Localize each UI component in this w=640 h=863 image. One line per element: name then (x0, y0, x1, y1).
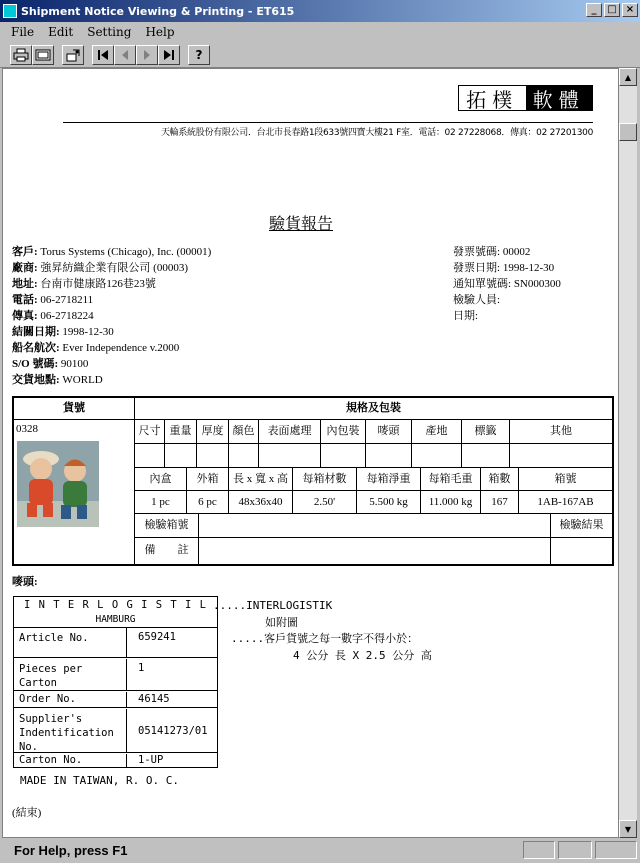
menu-file[interactable]: File (11, 25, 35, 39)
scroll-up-button[interactable] (619, 68, 637, 86)
spec-color: 顏色 (229, 420, 259, 443)
preview-button[interactable] (32, 45, 54, 65)
pack-volume: 每箱材數 (293, 468, 357, 490)
info-fax: 傳真: 06-2718224 (12, 310, 94, 322)
help-icon: ? (195, 47, 203, 62)
pack-gross-weight-value: 11.000 kg (421, 491, 481, 513)
next-page-button[interactable] (136, 45, 158, 65)
pack-net-weight-value: 5.500 kg (357, 491, 421, 513)
info-notice-no: 通知單號碼: SN000300 (453, 278, 561, 290)
info-inspector: 檢驗人員: (453, 294, 501, 306)
help-button[interactable] (188, 45, 210, 65)
pack-outer-box: 外箱 (187, 468, 229, 490)
item-number: 0328 (16, 423, 38, 435)
status-panel-1 (523, 841, 555, 859)
document-view[interactable] (2, 68, 619, 838)
remarks-row (135, 538, 612, 564)
status-text: For Help, press F1 (14, 843, 128, 858)
spec-other: 其他 (550, 425, 572, 437)
inspect-box-no-label: 檢驗箱號 (135, 514, 199, 537)
spec-inner-pack: 內包裝 (321, 420, 366, 443)
card-row-article: Article No. 659241 (14, 628, 217, 658)
scroll-up-icon: ▲ (624, 72, 632, 82)
title-bar (0, 0, 640, 22)
status-panel-2 (558, 841, 592, 859)
menu-edit[interactable]: Edit (48, 25, 74, 39)
window-title: Shipment Notice Viewing & Printing - ET615 (21, 4, 295, 18)
inspect-result-label: 檢驗結果 (559, 519, 604, 531)
brand-logo (458, 85, 593, 111)
pack-gross-weight: 每箱毛重 (421, 468, 481, 490)
brand-text-1: 拓樸 (459, 86, 526, 110)
menu-help[interactable]: Help (145, 25, 175, 39)
note-line-1: .....INTERLOGISTIK (213, 599, 333, 612)
last-page-icon (163, 49, 175, 61)
prev-page-icon (119, 49, 131, 61)
prev-page-button[interactable] (114, 45, 136, 65)
spec-label: 標籤 (462, 420, 510, 443)
status-bar (0, 838, 640, 863)
spec-weight: 重量 (165, 420, 197, 443)
info-so-number: S/O 號碼: 90100 (12, 358, 89, 370)
card-city: HAMBURG (95, 614, 136, 625)
info-phone: 電話: 06-2718211 (12, 294, 94, 306)
spec-origin: 產地 (412, 420, 462, 443)
minimize-button[interactable]: _ (586, 3, 602, 17)
card-row-order: Order No. 46145 (14, 692, 217, 708)
item-cell (14, 420, 135, 564)
info-delivery: 交貨地點: WORLD (12, 374, 103, 386)
info-invoice-date: 發票日期: 1998-12-30 (453, 262, 555, 274)
spec-surface: 表面處理 (259, 420, 321, 443)
marks-label: 嘜頭: (12, 576, 38, 588)
company-address-line: 天輪系統股份有限公司．台北市長春路1段633號四寶大樓21 F室．電話：02 27228068．傳真：02 27201300 (160, 128, 593, 138)
brand-text-2: 軟體 (526, 86, 593, 110)
print-button[interactable] (10, 45, 32, 65)
report-title: 驗貨報告 (268, 214, 333, 233)
pack-header-row (135, 468, 612, 491)
scroll-down-button[interactable] (619, 820, 637, 838)
pack-net-weight: 每箱淨重 (357, 468, 421, 490)
pack-inner-box-value: 1 pc (135, 491, 187, 513)
spec-size: 尺寸 (135, 420, 165, 443)
next-page-icon (141, 49, 153, 61)
pack-outer-box-value: 6 pc (187, 491, 229, 513)
pack-value-row (135, 491, 612, 514)
toolbar (0, 42, 640, 68)
pack-carton-no-value: 1AB-167AB (537, 496, 594, 508)
doll-photo (17, 441, 99, 527)
note-line-3: .....客戶貨號之每一數字不得小於： (231, 632, 419, 645)
card-row-carton: Carton No. 1-UP (19, 754, 164, 766)
info-invoice-no: 發票號碼: 00002 (453, 246, 531, 258)
scroll-thumb[interactable] (619, 123, 637, 141)
spec-header-row (135, 420, 612, 444)
info-closing-date: 結關日期: 1998-12-30 (12, 326, 114, 338)
spec-table (12, 396, 614, 566)
close-button[interactable]: × (622, 3, 638, 17)
info-vessel: 船名航次: Ever Independence v.2000 (12, 342, 180, 354)
status-panel-3 (595, 841, 637, 859)
pack-carton-no: 箱號 (554, 473, 577, 485)
pack-inner-box: 內盒 (135, 468, 187, 490)
setup-icon (65, 48, 81, 62)
card-row-supplier: Supplier's Indentification No. 05141273/01 (14, 709, 217, 753)
maximize-button[interactable]: □ (604, 3, 620, 17)
card-row-pieces: Pieces per Carton 1 (14, 659, 217, 691)
vertical-scrollbar[interactable] (619, 68, 637, 838)
end-marker: (結束) (12, 807, 42, 819)
info-customer: 客戶: Torus Systems (Chicago), Inc. (00001) (12, 246, 212, 258)
last-page-button[interactable] (158, 45, 180, 65)
shipping-mark-card (13, 596, 218, 768)
preview-icon (35, 48, 51, 62)
card-brand: I N T E R L O G I S T I L (23, 599, 208, 611)
first-page-button[interactable] (92, 45, 114, 65)
note-line-4: 4 公分 長 X 2.5 公分 高 (293, 649, 432, 662)
scroll-down-icon: ▼ (624, 824, 632, 834)
header-rule (63, 122, 593, 123)
first-page-icon (97, 49, 109, 61)
pack-carton-count-value: 167 (481, 491, 519, 513)
col-header-spec: 規格及包裝 (135, 398, 612, 420)
setup-button[interactable] (62, 45, 84, 65)
info-date: 日期: (453, 310, 479, 322)
app-icon (3, 4, 17, 18)
spec-marks: 嘜頭 (366, 420, 412, 443)
remarks-label: 備 註 (135, 538, 199, 564)
spec-thickness: 厚度 (197, 420, 229, 443)
menu-setting[interactable]: Setting (87, 25, 132, 39)
pack-dimensions-value: 48x36x40 (229, 491, 293, 513)
spec-value-row (135, 444, 612, 468)
inspection-row (135, 514, 612, 538)
pack-volume-value: 2.50' (293, 491, 357, 513)
menu-bar (0, 22, 640, 42)
note-line-2: 如附圖 (265, 616, 298, 629)
info-supplier: 廠商: 強昇紡織企業有限公司 (00003) (12, 262, 188, 274)
made-in-text: MADE IN TAIWAN, R. O. C. (20, 774, 179, 787)
pack-carton-count: 箱數 (481, 468, 519, 490)
pack-dimensions: 長 x 寬 x 高 (229, 468, 293, 490)
info-address: 地址: 台南市健康路126巷23號 (12, 278, 156, 290)
print-icon (13, 48, 29, 62)
col-header-item: 貨號 (14, 398, 135, 420)
